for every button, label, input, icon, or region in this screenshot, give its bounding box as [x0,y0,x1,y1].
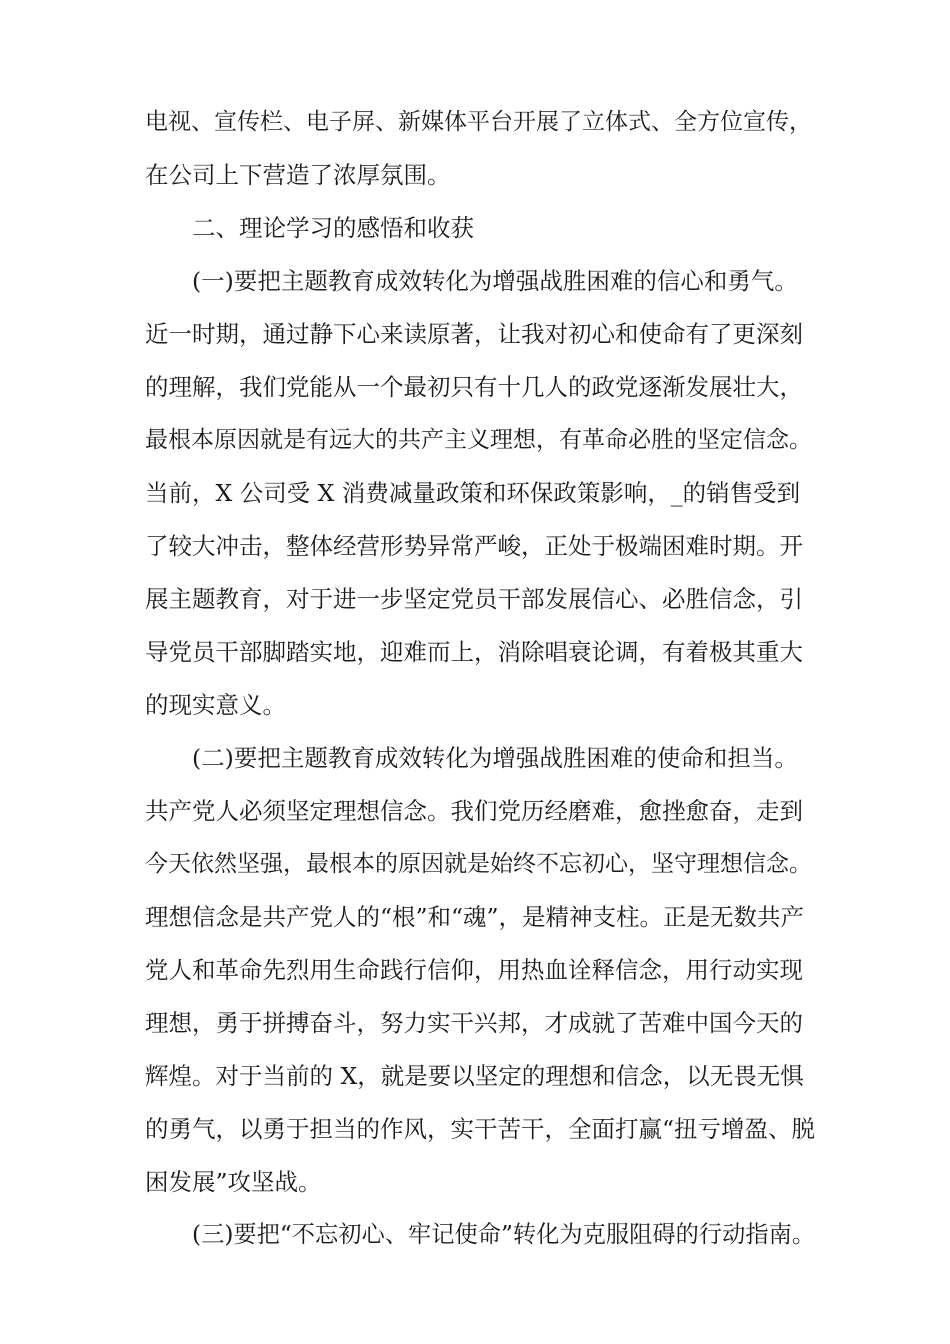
body-text-line: 的现实意义。 [145,691,286,719]
subsection-heading: (三)要把“不忘初心、牢记使命”转化为克服阻碍的行动指南。 [192,1221,816,1248]
body-text-line: 展主题教育，对于进一步坚定党员干部发展信心、必胜信念，引 [145,585,803,613]
body-text-line: 最根本原因就是有远大的共产主义理想，有革命必胜的坚定信念。 [145,427,812,453]
body-text-line: 共产党人必须坚定理想信念。我们党历经磨难，愈挫愈奋，走到 [145,797,803,825]
body-text-line: 当前，X 公司受 X 消费减量政策和环保政策影响，_的销售受到 [145,479,801,507]
body-text-line: 辉煌。对于当前的 X，就是要以坚定的理想和信念，以无畏无惧 [145,1062,804,1090]
body-text-line: 近一时期，通过静下心来读原著，让我对初心和使命有了更深刻 [145,320,803,348]
subsection-heading: (二)要把主题教育成效转化为增强战胜困难的使命和担当。 [192,744,798,772]
body-text-line: 困发展”攻坚战。 [145,1168,322,1196]
subsection-heading: (一)要把主题教育成效转化为增强战胜困难的信心和勇气。 [192,267,798,295]
body-text-line: 了较大冲击，整体经营形势异常严峻，正处于极端困难时期。开 [145,532,803,560]
body-text-line: 理想，勇于拼搏奋斗，努力实干兴邦，才成就了苦难中国今天的 [145,1009,803,1037]
body-text-line: 理想信念是共产党人的“根”和“魂”，是精神支柱。正是无数共产 [145,903,805,931]
body-text-line: 今天依然坚强，最根本的原因就是始终不忘初心，坚守理想信念。 [145,851,812,877]
body-text-line: 党人和革命先烈用生命践行信仰，用热血诠释信念，用行动实现 [145,956,803,984]
body-text-line: 的理解，我们党能从一个最初只有十几人的政党逐渐发展壮大， [145,373,803,401]
body-text-line: 在公司上下营造了浓厚氛围。 [145,161,451,189]
body-text-line: 电视、宣传栏、电子屏、新媒体平台开展了立体式、全方位宣传， [145,109,812,135]
body-text-line: 的勇气，以勇于担当的作风，实干苦干，全面打赢“扭亏增盈、脱 [145,1115,816,1143]
body-text-line: 导党员干部脚踏实地，迎难而上，消除唱衰论调，有着极其重大 [145,638,803,666]
section-heading: 二、理论学习的感悟和收获 [192,214,474,242]
